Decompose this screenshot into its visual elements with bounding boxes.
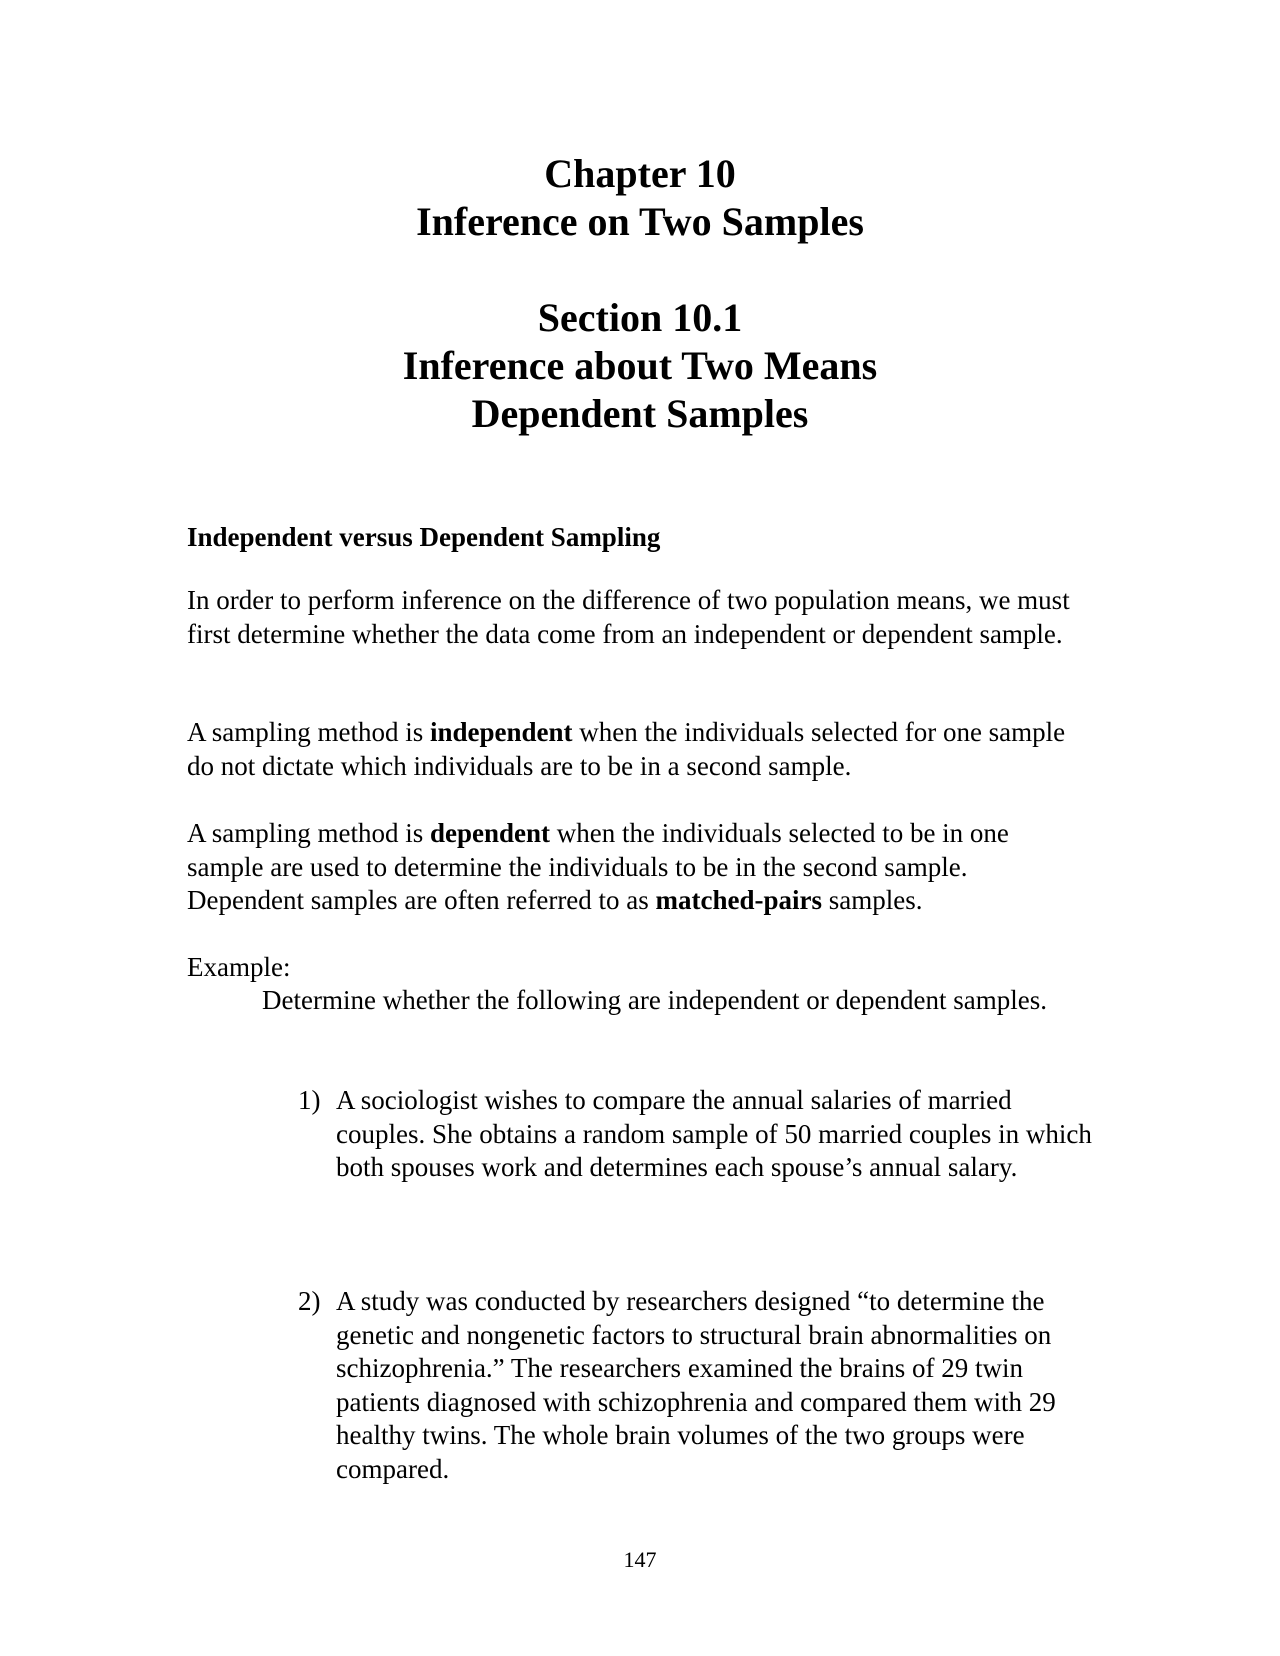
section-title: Inference about Two Means — [402, 343, 878, 388]
dependent-def-pre: A sampling method is — [187, 818, 430, 848]
dependent-definition — [187, 817, 1087, 918]
list-item-text: A study was conducted by researchers designed “to determine the genetic and nongenetic factors to structural brain abnormalities on schizophrenia.” The researchers examined the brains of 29 twin patients diagnosed with schizophrenia and compared them with 29 healthy twins. The whole brain volumes of the two groups were compared. — [336, 1286, 1056, 1484]
list-item-number: 2) — [298, 1286, 321, 1316]
section-number: Section 10.1 — [537, 295, 743, 340]
subsection-heading: Independent versus Dependent Sampling — [187, 522, 661, 552]
dependent-term: dependent — [430, 818, 551, 848]
page-number: 147 — [623, 1547, 657, 1572]
independent-term: independent — [430, 717, 573, 747]
list-item-text: A sociologist wishes to compare the annual salaries of married couples. She obtains a random sample of 50 married couples in which both spouses work and determines each spouse’s annual salary. — [336, 1085, 1092, 1182]
chapter-number: Chapter 10 — [544, 151, 736, 196]
dependent-def-post: samples. — [822, 885, 923, 915]
independent-def-pre: A sampling method is — [187, 717, 430, 747]
section-title-block — [0, 294, 1280, 438]
chapter-title: Inference on Two Samples — [416, 199, 864, 244]
list-item-number: 1) — [298, 1085, 321, 1115]
dependent-def-mid: when the individuals selected to be in one sample are used to determine the individuals to be in the second sample. Dependent samples are often referred to as — [187, 818, 1009, 915]
example-label: Example: — [187, 952, 291, 982]
chapter-title-block — [0, 150, 1280, 246]
example-instruction: Determine whether the following are independent or dependent samples. — [262, 985, 1047, 1015]
matched-pairs-term: matched-pairs — [655, 885, 823, 915]
independent-definition — [187, 716, 1087, 783]
intro-paragraph: In order to perform inference on the difference of two population means, we must first determine whether the data come from an independent or dependent sample. — [187, 585, 1070, 649]
independent-def-post: when the individuals selected for one sample do not dictate which individuals are to be in a second sample. — [187, 717, 1066, 781]
section-subtitle: Dependent Samples — [471, 391, 809, 436]
